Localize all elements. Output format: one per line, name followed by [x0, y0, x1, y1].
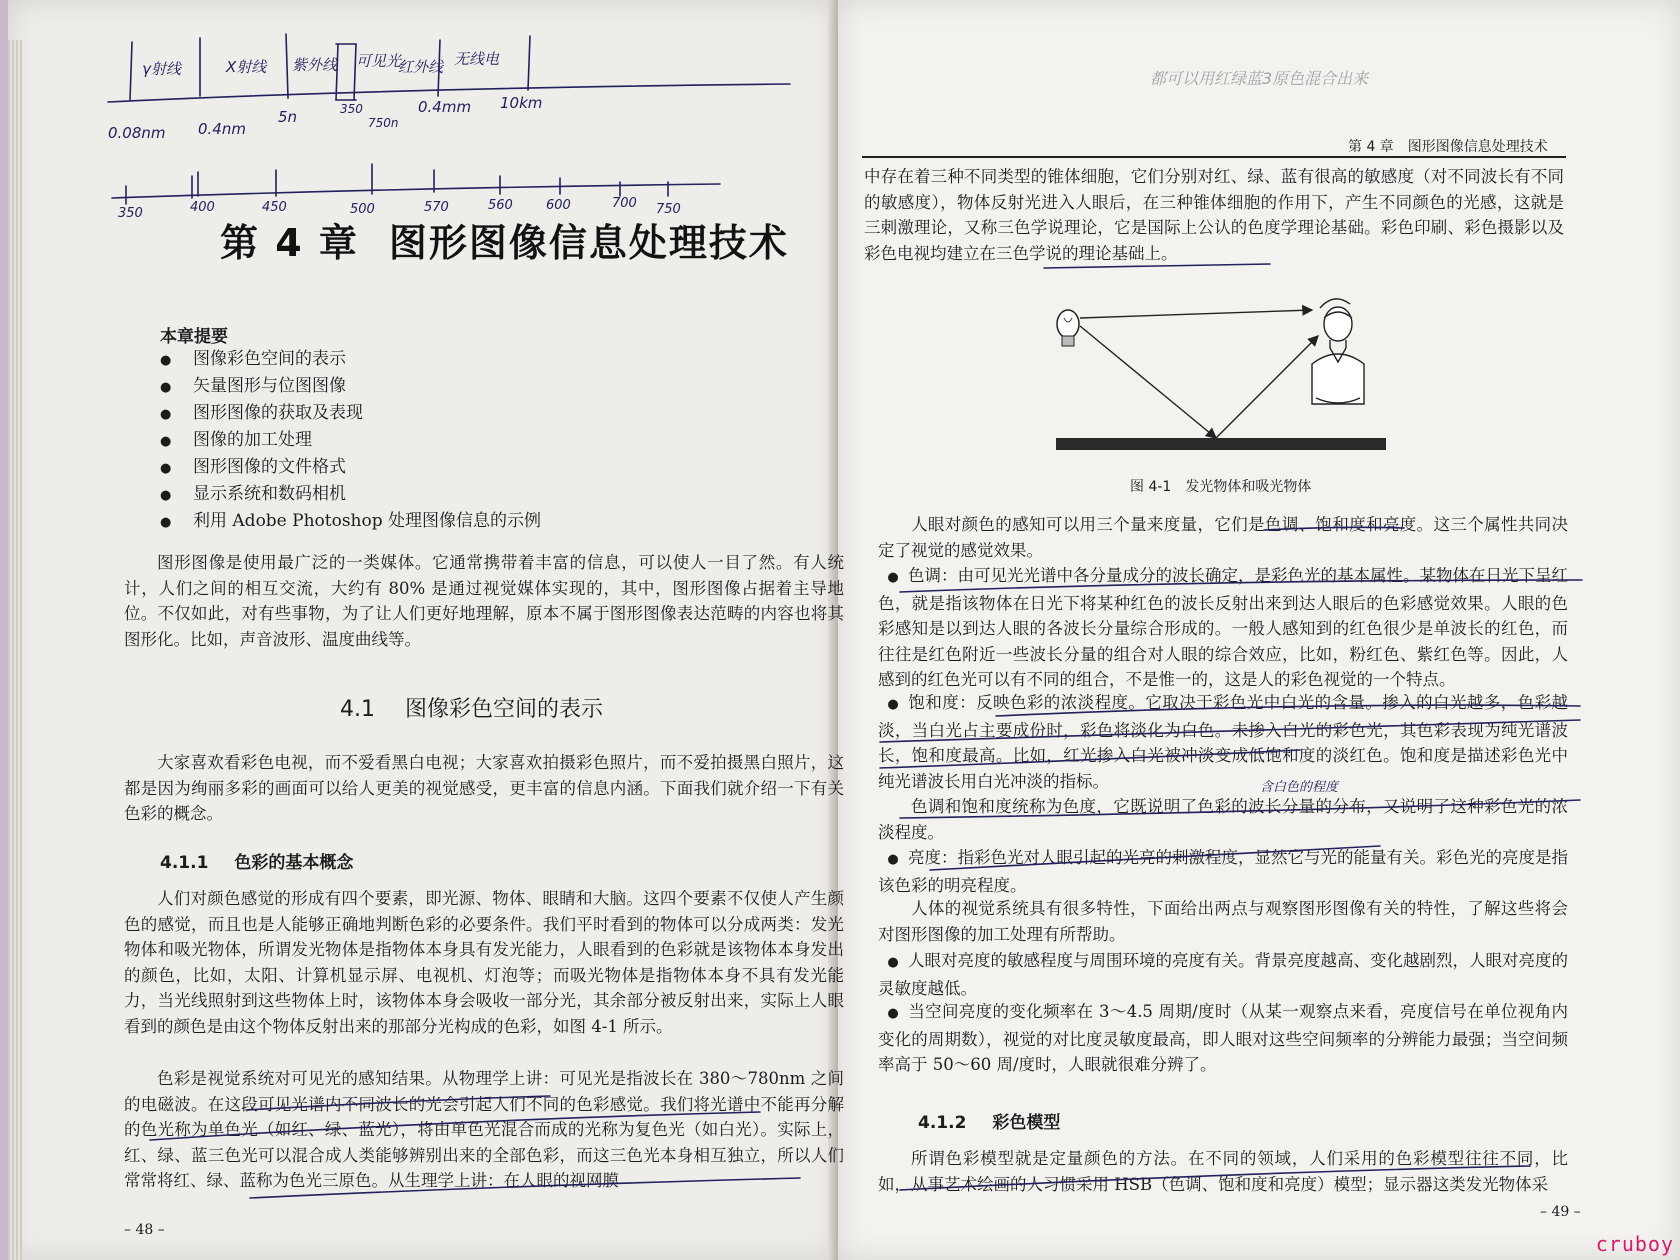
subsection-name: 彩色模型: [992, 1113, 1061, 1133]
hw-value: 0.4mm: [418, 98, 472, 116]
hw-value: 5n: [278, 108, 298, 126]
bullet-icon: ●: [887, 570, 899, 585]
header-rule: [862, 156, 1566, 158]
hw-tick: 450: [262, 200, 287, 215]
hw-label: X射线: [226, 58, 267, 76]
bullet-text: 人眼对亮度的敏感程度与周围环境的亮度有关。背景亮度越高、变化越剧烈，人眼对亮度的灵敏度越低。: [878, 951, 1568, 998]
bullet-icon: ●: [887, 955, 899, 970]
bullet-visual-1: [878, 948, 1568, 1001]
hw-label: γ射线: [142, 60, 181, 78]
list-item: ● 图形图像的获取及表现: [160, 400, 541, 427]
hw-value: 350: [340, 102, 363, 116]
hw-label: 紫外线: [292, 56, 338, 74]
surface-bar: [1056, 438, 1386, 450]
figure-4-1: [1040, 288, 1400, 468]
hw-label: 红外线: [398, 58, 444, 76]
list-item: ● 利用 Adobe Photoshop 处理图像信息的示例: [160, 508, 541, 535]
section-intro-paragraph: 大家喜欢看彩色电视，而不爱看黑白电视；大家喜欢拍摄彩色照片，而不爱拍摄黑白照片，这都是因为绚丽多彩的画面可以给人更美的视觉感受，更丰富的信息内涵。下面我们就介绍一下有关色彩的概念。: [124, 753, 844, 823]
subsection-number: 4.1.2: [918, 1113, 967, 1133]
body-paragraph: 中存在着三种不同类型的锥体细胞，它们分别对红、绿、蓝有很高的敏感度（对不同波长有不同的敏感度），物体反射光进入人眼后，在三种锥体细胞的作用下，产生不同颜色的光感，这就是三刺激理论，又称三色学说理论，它是国际上公认的色度学理论基础。彩色印刷、彩色摄影以及彩色电视均建立在三色学说的理论基础上。: [864, 167, 1564, 263]
watermark: cruboy: [1595, 1232, 1674, 1256]
list-item: ● 图像的加工处理: [160, 427, 541, 454]
hw-label: 无线电: [454, 50, 500, 68]
hw-tick: 570: [424, 200, 449, 215]
body-paragraph: 人们对颜色感觉的形成有四个要素，即光源、物体、眼睛和大脑。这四个要素不仅使人产生颜色的感觉，而且也是人能够正确地判断色彩的必要条件。我们平时看到的物体可以分成两类：发光物体和吸光物体，所谓发光物体是指物体本身具有发光能力，人眼看到的色彩就是该物体本身发出的颜色，比如，太阳、计算机显示屏、电视机、灯泡等；而吸光物体是指物体本身不具有发光能力，当光线照射到这些物体上时，该物体本身会吸收一部分光，其余部分被反射出来，实际上人眼看到的颜色是由这个物体反射出来的那部分光构成的色彩，如图 4-1 所示。: [124, 889, 844, 1036]
list-item: ● 图像彩色空间的表示: [160, 346, 541, 373]
figure-illustration: [1040, 288, 1400, 468]
bullet-text: 亮度：指彩色光对人眼引起的光亮的刺激程度，显然它与光的能量有关。彩色光的亮度是指该色彩的明亮程度。: [878, 848, 1568, 895]
summary-list: [160, 346, 541, 535]
list-item: ● 矢量图形与位图图像: [160, 373, 541, 400]
bullet-icon: ●: [887, 1006, 899, 1021]
subsection-title: [918, 1108, 1086, 1133]
bullet-icon: ●: [887, 697, 899, 712]
chapter-title: [220, 212, 819, 267]
body-paragraph: 人眼对颜色的感知可以用三个量来度量，它们是色调、饱和度和亮度。这三个属性共同决定了视觉的感觉效果。: [878, 515, 1568, 560]
list-item: ● 图形图像的文件格式: [160, 454, 541, 481]
chapter-name: 图形图像信息处理技术: [388, 221, 789, 265]
hw-value: 0.08nm: [108, 124, 166, 142]
hw-tick: 750: [656, 202, 681, 217]
hw-tick: 400: [190, 200, 215, 215]
light-bulb-icon: [1057, 310, 1079, 346]
hw-tick: 560: [488, 198, 513, 213]
hw-label: 可见光: [356, 52, 402, 70]
hw-tick: 600: [546, 198, 571, 213]
bullet-hue: [878, 563, 1568, 693]
section-title: [340, 692, 633, 723]
hw-margin-note: 含白色的程度: [1260, 780, 1339, 795]
subsection-name: 色彩的基本概念: [234, 853, 354, 873]
subsection-title: [160, 848, 379, 873]
body-paragraph: 色调和饱和度统称为色度，它既说明了色彩的波长分量的分布，又说明了这种彩色光的浓淡程度。: [878, 797, 1568, 842]
hw-value: 10km: [500, 94, 543, 112]
summary-heading: 本章提要: [160, 327, 228, 347]
hw-faint-note: 都可以用红绿蓝3原色混合出来: [1150, 69, 1369, 88]
bullet-text: 当空间亮度的变化频率在 3～4.5 周期/度时（从某一观察点来看，亮度信号在单位视角内变化的周期数），视觉的对比度灵敏度最高，即人眼对这些空间频率的分辨能力最强；当空间频率高于 50～60 周/度时，人眼就很难分辨了。: [878, 1002, 1568, 1074]
hw-tick: 500: [350, 202, 375, 217]
subsection-number: 4.1.1: [160, 853, 209, 873]
person-illustration: [1312, 299, 1364, 404]
hw-value: 750n: [368, 116, 399, 130]
body-paragraph: 色彩是视觉系统对可见光的感知结果。从物理学上讲：可见光是指波长在 380～780nm 之间的电磁波。在这段可见光谱内不同波长的光会引起人们不同的色彩感觉。我们将光谱中不能再分解的色光称为单色光（如红、绿、蓝光），将由单色光混合而成的光称为复色光（如白光）。实际上，红、绿、蓝三色光可以混合成人类能够辨别出来的全部色彩，而这三色光本身相互独立，所以人们常常将红、绿、蓝称为色光三原色。从生理学上讲：在人眼的视网膜: [124, 1069, 844, 1190]
bullet-saturation: [878, 690, 1568, 794]
bullet-visual-2: [878, 999, 1568, 1078]
bullet-text: 色调：由可见光光谱中各分量成分的波长确定，是彩色光的基本属性。某物体在日光下呈红色，就是指该物体在日光下将某种红色的波长反射出来到达人眼后的色彩感觉效果。人眼的色彩感知是以到达人眼的各波长分量综合形成的。一般人感知到的红色很少是单波长的红色，而往往是红色附近一些波长分量的组合对人眼的综合效应，比如，粉红色、紫红色等。因此，人感到的红色光可以有不同的组合，不是惟一的，这是人的彩色视觉的一个特点。: [878, 566, 1568, 689]
intro-paragraph: 图形图像是使用最广泛的一类媒体。它通常携带着丰富的信息，可以使人一目了然。有人统计，人们之间的相互交流，大约有 80% 是通过视觉媒体实现的，其中，图形图像占据着主导地位。不仅如此，对有些事物，为了让人们更好地理解，原本不属于图形图像表达范畴的内容也将其图形化。比如，声音波形、温度曲线等。: [124, 553, 844, 649]
bullet-brightness: [878, 845, 1568, 898]
running-head: 第 4 章 图形图像信息处理技术: [1348, 139, 1548, 155]
hw-tick: 700: [612, 196, 637, 211]
page-edge: [8, 40, 22, 1260]
chapter-number: 第 4 章: [220, 221, 359, 265]
page-number: – 49 –: [1540, 1204, 1581, 1220]
figure-caption: 图 4-1 发光物体和吸光物体: [1130, 479, 1312, 495]
body-paragraph: 所谓色彩模型就是定量颜色的方法。在不同的领域，人们采用的色彩模型往往不同，比如，从事艺术绘画的人习惯采用 HSB（色调、饱和度和亮度）模型；显示器这类发光物体采: [878, 1149, 1568, 1194]
hw-value: 0.4nm: [198, 120, 246, 138]
list-item: ● 显示系统和数码相机: [160, 481, 541, 508]
page-number: – 48 –: [124, 1222, 165, 1238]
hw-tick: 350: [118, 206, 143, 221]
section-name: 图像彩色空间的表示: [405, 697, 604, 722]
body-paragraph: 人体的视觉系统具有很多特性，下面给出两点与观察图形图像有关的特性，了解这些将会对图形图像的加工处理有所帮助。: [878, 899, 1568, 944]
bullet-text: 饱和度：反映色彩的浓淡程度。它取决于彩色光中白光的含量。掺入的白光越多，色彩越淡，当白光占主要成份时，彩色将淡化为白色。未掺入白光的彩色光，其色彩表现为纯光谱波长，饱和度最高。比如，红光掺入白光被冲淡变成低饱和度的淡红色。饱和度是描述彩色光中纯光谱波长用白光冲淡的指标。: [878, 693, 1568, 791]
section-number: 4.1: [340, 697, 375, 722]
bullet-icon: ●: [887, 852, 899, 867]
